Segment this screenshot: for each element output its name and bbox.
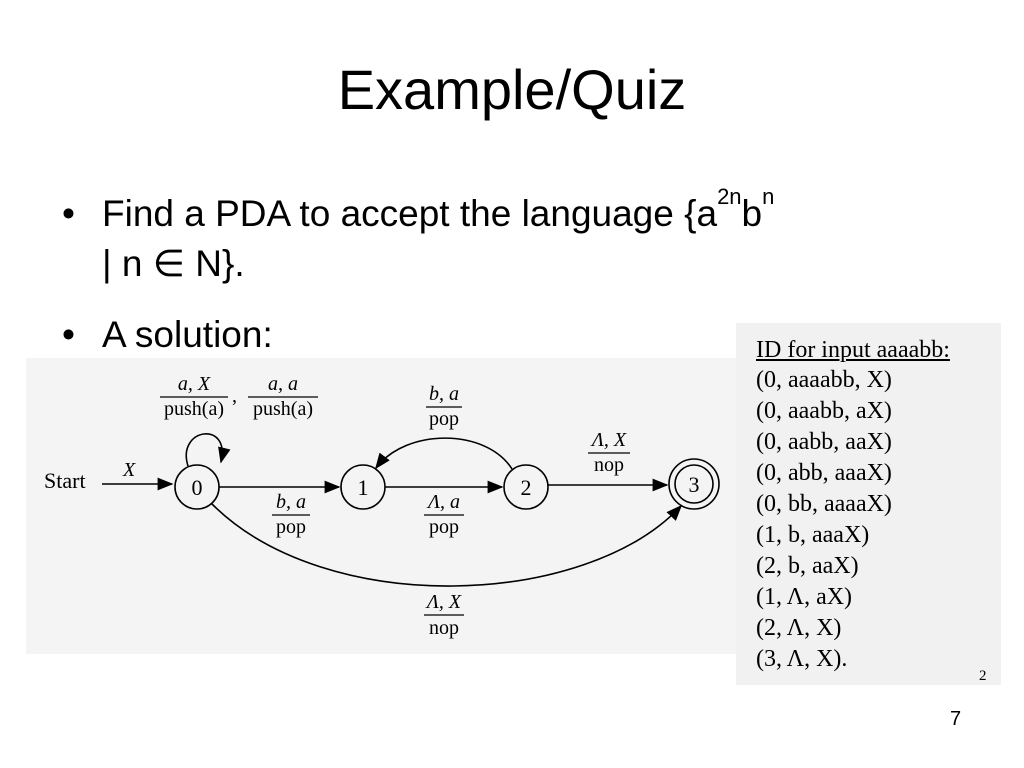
page-number: 7 (950, 708, 962, 730)
loop-label-1-top: a, X (177, 373, 211, 395)
edge-1-2-bottom: pop (429, 516, 459, 538)
slide-title: Example/Quiz (337, 58, 687, 121)
bullet-2-text: A solution: (102, 314, 273, 355)
bullet-1-text (102, 184, 775, 238)
pda-diagram (26, 358, 746, 654)
edge-1-2-top: Λ, a (427, 491, 461, 513)
id-row: (1, b, aaaX) (756, 522, 870, 548)
bullet-1-prefix: Find a PDA to accept the language {a (102, 193, 718, 234)
edge-2-3-bottom: nop (594, 454, 624, 476)
exponent-n: n (762, 184, 775, 209)
bullet-dot: • (62, 193, 75, 234)
id-row: (0, aabb, aaX) (756, 429, 892, 455)
edge-2-1-bottom: pop (429, 408, 459, 430)
loop-label-1-bottom: push(a) (164, 398, 224, 420)
corner-number: 2 (979, 668, 987, 684)
state-3-label: 3 (688, 472, 700, 497)
state-2-label: 2 (520, 475, 532, 500)
start-symbol: X (123, 459, 136, 481)
id-row: (2, b, aaX) (756, 553, 859, 579)
exponent-2n: 2n (717, 184, 742, 209)
edge-2-1 (376, 438, 512, 469)
bullet-dot: • (62, 314, 75, 355)
bullet-1-line-2: | n ∈ N}. (102, 243, 245, 284)
id-row: (2, Λ, X) (756, 615, 842, 641)
id-row: (0, aaaabb, X) (756, 367, 892, 393)
id-row: (0, bb, aaaaX) (756, 491, 892, 517)
edge-2-1-top: b, a (429, 383, 459, 405)
loop-label-2-top: a, a (268, 373, 298, 395)
loop-0 (186, 434, 222, 466)
id-table (736, 323, 1001, 685)
id-row: (0, abb, aaaX) (756, 460, 892, 486)
loop-label-sep: , (232, 385, 237, 407)
id-row: (0, aaabb, aX) (756, 398, 892, 424)
state-0-label: 0 (191, 475, 203, 500)
id-row: (3, Λ, X). (756, 646, 848, 672)
edge-0-3-bottom: nop (429, 617, 459, 639)
state-1-label: 1 (357, 475, 369, 500)
edge-0-1-bottom: pop (276, 516, 306, 538)
loop-label-2-bottom: push(a) (253, 398, 313, 420)
edge-2-3-top: Λ, X (591, 429, 627, 451)
edge-0-1-top: b, a (276, 491, 306, 513)
start-label: Start (44, 468, 86, 493)
edge-0-3-top: Λ, X (426, 591, 462, 613)
id-table-header: ID for input aaaabb: (756, 337, 950, 363)
pda-diagram-svg (26, 358, 746, 654)
id-row: (1, Λ, aX) (756, 584, 853, 610)
bullet-1-b: b (741, 193, 763, 234)
